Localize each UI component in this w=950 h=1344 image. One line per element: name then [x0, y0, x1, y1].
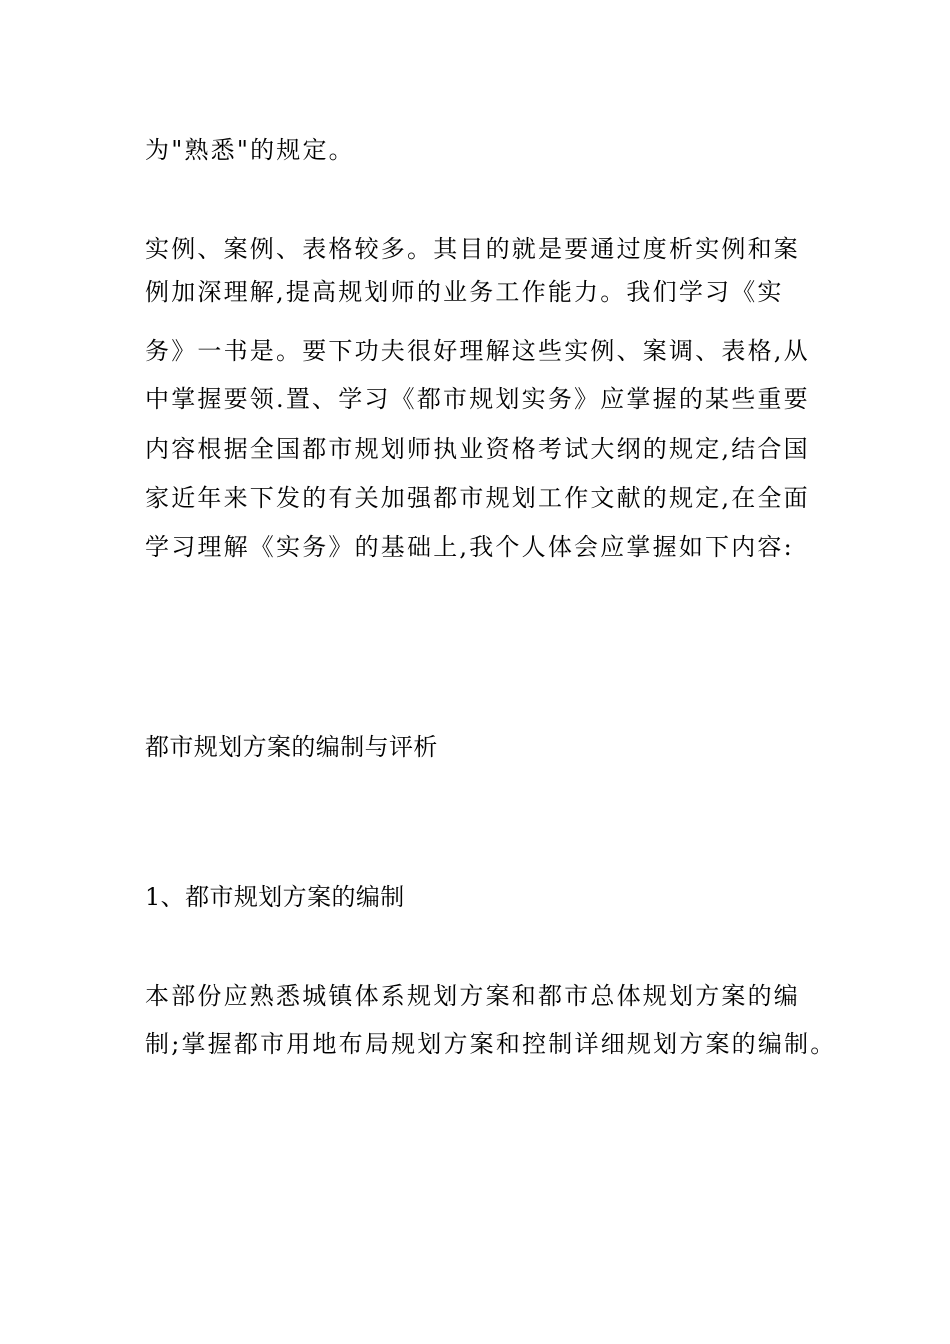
paragraph-line: 本部份应熟悉城镇体系规划方案和都市总体规划方案的编: [145, 982, 800, 1010]
paragraph-line: 内容根据全国都市规划师执业资格考试大纲的规定,结合国: [145, 435, 810, 463]
paragraph-line: 家近年来下发的有关加强都市规划工作文献的规定,在全面: [145, 484, 810, 512]
section-heading: 都市规划方案的编制与评析: [145, 733, 438, 761]
paragraph-line: 中掌握要领.置、学习《都市规划实务》应掌握的某些重要: [145, 385, 810, 413]
subsection-heading: 1、都市规划方案的编制: [145, 883, 405, 911]
paragraph-line: 制;掌握都市用地布局规划方案和控制详细规划方案的编制。: [145, 1030, 837, 1058]
paragraph-line: 为"熟悉"的规定。: [145, 136, 355, 164]
paragraph-line: 务》一书是。要下功夫很好理解这些实例、案调、表格,从: [145, 337, 810, 365]
paragraph-line: 学习理解《实务》的基础上,我个人体会应掌握如下内容:: [145, 533, 794, 561]
paragraph-line: 例加深理解,提高规划师的业务工作能力。我们学习《实: [145, 278, 784, 306]
paragraph-line: 实例、案例、表格较多。其目的就是要通过度析实例和案: [145, 235, 800, 263]
